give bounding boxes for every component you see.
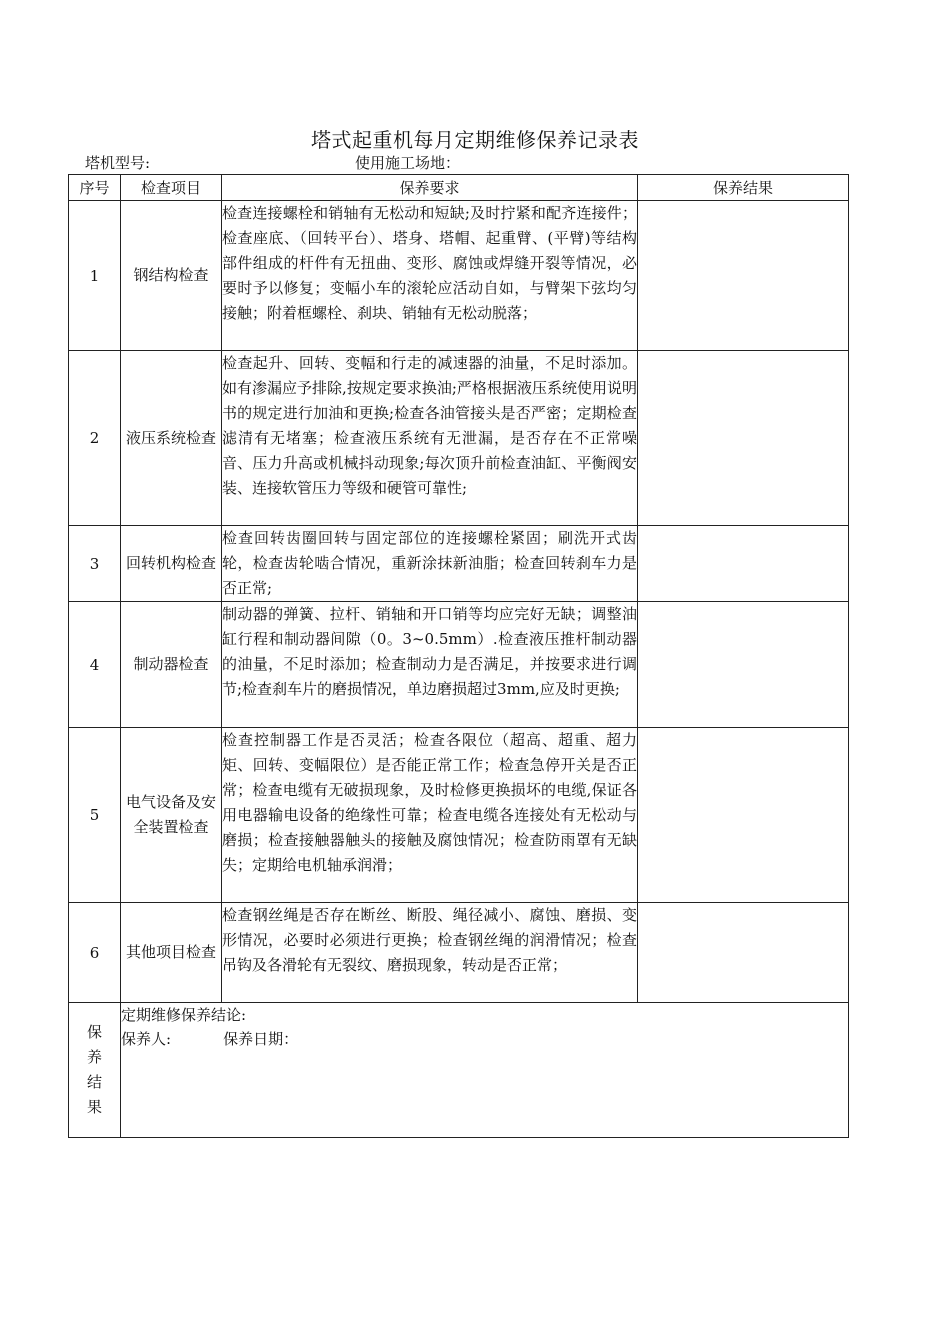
conclusion-row	[69, 1003, 849, 1138]
row-requirement: 检查起升、回转、变幅和行走的减速器的油量，不足时添加。如有渗漏应予排除,按规定要求换油;严格根据液压系统使用说明书的规定进行加油和更换;检查各油管接头是否严密；定期检查滤清有无堵塞；检查液压系统有无泄漏，是否存在不正常噪音、压力升高或机械抖动现象;每次顶升前检查油缸、平衡阀安装、连接软管压力等级和硬管可靠性;	[222, 351, 638, 526]
row-item: 回转机构检查	[121, 526, 222, 602]
row-requirement: 检查回转齿圈回转与固定部位的连接螺栓紧固；刷洗开式齿轮，检查齿轮啮合情况，重新涂抹新油脂；检查回转刹车力是否正常;	[222, 526, 638, 602]
row-result-cell[interactable]	[638, 728, 849, 903]
row-no: 1	[69, 201, 121, 351]
row-result-cell[interactable]	[638, 201, 849, 351]
row-no: 5	[69, 728, 121, 903]
row-requirement: 制动器的弹簧、拉杆、销轴和开口销等均应完好无缺；调整油缸行程和制动器间隙（0。3~0.5mm）.检查液压推杆制动器的油量，不足时添加；检查制动力是否满足，并按要求进行调节;检查刹车片的磨损情况，单边磨损超过3mm,应及时更换;	[222, 602, 638, 728]
tower-crane-model-label: 塔机型号:	[85, 154, 151, 172]
row-item: 电气设备及安全装置检查	[121, 728, 222, 903]
document-title: 塔式起重机每月定期维修保养记录表	[311, 128, 639, 152]
maintenance-date-label: 保养日期：	[223, 1030, 299, 1048]
table-row	[69, 728, 849, 903]
row-requirement: 检查控制器工作是否灵活；检查各限位（超高、超重、超力矩、回转、变幅限位）是否能正常工作；检查急停开关是否正常；检查电缆有无破损现象，及时检修更换损坏的电缆,保证各用电器输电设备的绝缘性可靠；检查电缆各连接处有无松动与磨损；检查接触器触头的接触及腐蚀情况；检查防雨罩有无缺失；定期给电机轴承润滑；	[222, 728, 638, 903]
row-result-cell[interactable]	[638, 602, 849, 728]
result-label-char: 果	[86, 1098, 102, 1116]
result-label-char: 保	[86, 1023, 102, 1041]
result-section-label	[69, 1003, 121, 1138]
result-label-char: 结	[86, 1073, 102, 1091]
maintainer-label: 保养人:	[121, 1030, 172, 1048]
header-no: 序号	[69, 175, 121, 201]
row-result-cell[interactable]	[638, 526, 849, 602]
result-label-char: 养	[86, 1048, 102, 1066]
signature-line	[121, 1027, 848, 1051]
row-no: 6	[69, 903, 121, 1003]
row-requirement: 检查钢丝绳是否存在断丝、断股、绳径减小、腐蚀、磨损、变形情况，必要时必须进行更换；检查钢丝绳的润滑情况；检查吊钩及各滑轮有无裂纹、磨损现象，转动是否正常；	[222, 903, 638, 1003]
row-item: 钢结构检查	[121, 201, 222, 351]
conclusion-cell[interactable]	[121, 1003, 849, 1138]
table-row	[69, 602, 849, 728]
header-result: 保养结果	[638, 175, 849, 201]
row-no: 4	[69, 602, 121, 728]
maintenance-record-table	[68, 174, 849, 1138]
table-row	[69, 903, 849, 1003]
row-no: 2	[69, 351, 121, 526]
row-result-cell[interactable]	[638, 903, 849, 1003]
row-no: 3	[69, 526, 121, 602]
table-row	[69, 526, 849, 602]
row-requirement: 检查连接螺栓和销轴有无松动和短缺;及时拧紧和配齐连接件；检查座底、（回转平台）、塔身、塔帽、起重臂、(平臂)等结构部件组成的杆件有无扭曲、变形、腐蚀或焊缝开裂等情况，必要时予以修复；变幅小车的滚轮应活动自如，与臂架下弦均匀接触；附着框螺栓、刹块、销轴有无松动脱落；	[222, 201, 638, 351]
row-result-cell[interactable]	[638, 351, 849, 526]
construction-site-label: 使用施工场地：	[355, 154, 461, 172]
table-header-row	[69, 175, 849, 201]
header-requirement: 保养要求	[222, 175, 638, 201]
conclusion-label: 定期维修保养结论:	[121, 1006, 247, 1024]
header-item: 检查项目	[121, 175, 222, 201]
row-item: 液压系统检查	[121, 351, 222, 526]
table-row	[69, 201, 849, 351]
row-item: 制动器检查	[121, 602, 222, 728]
row-item: 其他项目检查	[121, 903, 222, 1003]
table-row	[69, 351, 849, 526]
